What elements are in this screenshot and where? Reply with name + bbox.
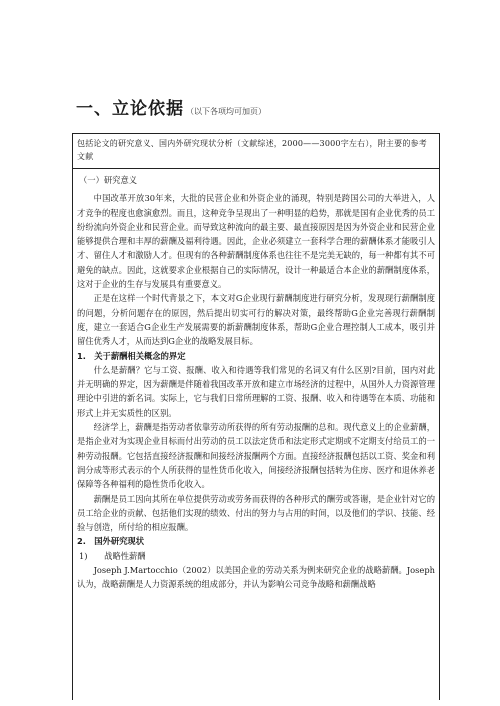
section-heading: [76, 94, 266, 119]
form-box: [72, 133, 440, 700]
body-paragraph: 经济学上，薪酬是指劳动者依靠劳动所获得的所有劳动报酬的总和。现代意义上的企业薪酬，是指企业对为实现企业目标而付出劳动的员工以法定货币和法定形式定期或不定期支付给员工的一种劳动报酬。它包括直接经济报酬和间接经济报酬两个方面。直接经济报酬包括以工资、奖金和利润分成等形式表示的个人所获得的显性货币化收入，间接经济报酬包括转为住房、医疗和退休养老保障等各种福利的隐性货币化收入。: [77, 422, 435, 490]
form-divider: [73, 168, 439, 169]
body-paragraph: Joseph J.Martocchio（2002）以美国企业的劳动关系为例来研究企业的战略薪酬。Joseph认为，战略薪酬是人力资源系统的组成部分，并认为影响公司竞争战略和薪酬战略: [77, 565, 435, 590]
form-content: [77, 171, 435, 592]
body-paragraph: 薪酬是员工因向其所在单位提供劳动或劳务而获得的各种形式的酬劳或答谢，是企业针对它的员工给企业的贡献、包括他们实现的绩效、付出的努力与占用的时间，以及他们的学识、技能、经验与创造，所付给的相应报酬。: [77, 493, 435, 533]
heading-title: 一、立论依据: [76, 99, 184, 119]
form-instructions: 包括论文的研究意义、国内外研究现状分析（文献综述，2000——3000字左右），附主要的参考文献: [77, 139, 427, 161]
research-significance-heading: （一）研究意义: [79, 175, 138, 185]
body-paragraph: 中国改革开放30年来，大批的民营企业和外资企业的涌现，特别是跨国公司的大举进入，人才竞争的程度也愈演愈烈。而且，这种竞争呈现出了一种明显的趋势，那就是国有企业优秀的员工纷纷流向外资企业和民营企业。而导致这种流向的最主要、最直接原因是因为外资企业和民营企业能够提供合理和丰厚的薪酬及福利待遇。因此，企业必须建立一套科学合理的薪酬体系才能吸引人才、留住人才和激励人才。但现有的各种薪酬制度体系也往往不是完美无缺的，每一种都有其不可避免的缺点。因此，这就要求企业根据自己的实际情况，设计一种最适合本企业的薪酬制度体系，这对于企业的生存与发展具有重要意义。: [77, 193, 435, 290]
body-paragraph: 什么是薪酬？它与工资、报酬、收入和待遇等我们常见的名词又有什么区别?目前，国内对此并无明确的界定，因为薪酬是伴随着我国改革开放和建立市场经济的过程中，从国外人力资源管理理论中引进的新名词。实际上，它与我们日常所理解的工资、报酬、收入和待遇等在本质、功能和形式上并无实质性的区别。: [77, 364, 435, 418]
section-2-title: 2. 国外研究现状: [77, 536, 145, 547]
section-1-title: 1. 关于薪酬相关概念的界定: [77, 350, 186, 361]
section-2-subtitle: 1) 战略性薪酬: [79, 550, 146, 561]
heading-note: （以下各项均可加页）: [186, 107, 266, 116]
body-paragraph: 正是在这样一个时代背景之下，本文对G企业现行薪酬制度进行研究分析，发现现行薪酬制度的问题，分析问题存在的原因，然后提出切实可行的解决对策，最终帮助G企业完善现行薪酬制度，建立一套适合G企业生产发展需要的新薪酬制度体系，帮助G企业合理控制人工成本，吸引并留住优秀人才，从而达到G企业的战略发展目标。: [77, 293, 435, 347]
